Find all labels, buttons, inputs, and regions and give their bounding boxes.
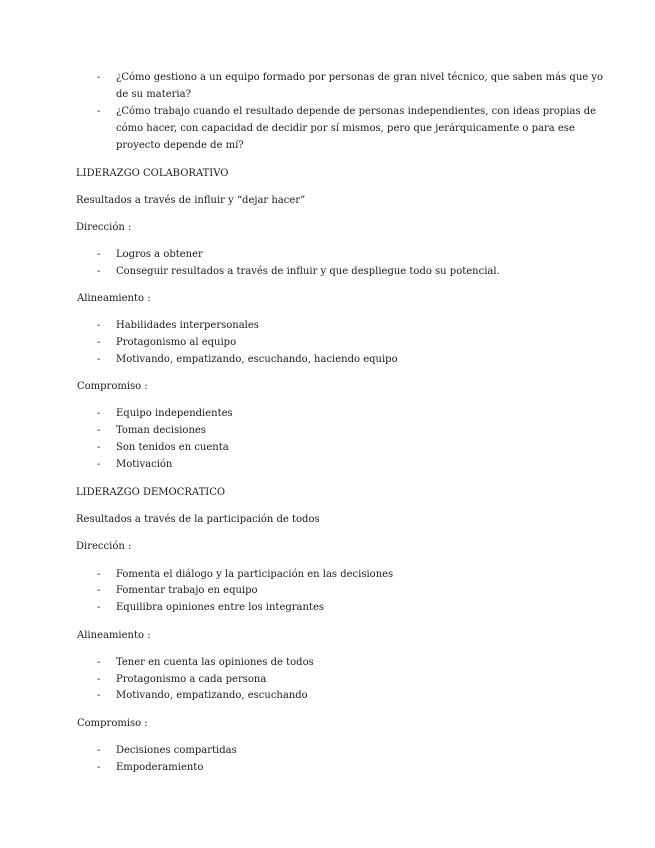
list-item: Motivación [116,459,173,470]
direccion-label-colaborativo: Dirección : [76,222,132,233]
list-item: Toman decisiones [116,425,206,436]
list-item: Empoderamiento [116,762,204,773]
section-heading-colaborativo: LIDERAZGO COLABORATIVO [76,168,229,179]
summary-democratico: Resultados a través de la participación de todos [76,514,320,525]
list-item: Equipo independientes [116,408,233,419]
bullet-marker: - [97,249,101,260]
list-item: Protagonismo al equipo [116,337,237,348]
bullet-marker: - [97,337,101,348]
bullet-marker: - [97,690,101,701]
list-item: Logros a obtener [116,249,203,260]
list-item: Son tenidos en cuenta [116,442,229,453]
alineamiento-label-democratico: Alineamiento : [77,630,151,641]
bullet-marker: - [97,602,101,613]
intro-bullet-2-line-2: cómo hacer, con capacidad de decidir por sí mismos, pero que jerárquicamente o para ese [116,123,575,134]
list-item: Motivando, empatizando, escuchando [116,690,308,701]
section-heading-democratico: LIDERAZGO DEMOCRATICO [76,487,226,498]
bullet-marker: - [97,442,101,453]
bullet-marker: - [97,657,101,668]
compromiso-label-colaborativo: Compromiso : [77,381,148,392]
list-item: Decisiones compartidas [116,745,237,756]
bullet-marker: - [97,569,101,580]
bullet-marker: - [97,674,101,685]
intro-bullet-1-line-1: ¿Cómo gestiono a un equipo formado por personas de gran nivel técnico, que saben más que yo [116,72,604,83]
list-item: Fomentar trabajo en equipo [116,585,258,596]
list-item: Protagonismo a cada persona [116,674,267,685]
bullet-marker: - [97,745,101,756]
intro-bullet-2-line-1: ¿Cómo trabajo cuando el resultado depende de personas independientes, con ideas propias de [116,106,597,117]
bullet-marker: - [97,72,101,83]
bullet-marker: - [97,459,101,470]
list-item: Equilibra opiniones entre los integrantes [116,602,325,613]
bullet-marker: - [97,585,101,596]
intro-bullet-2-line-3: proyecto depende de mí? [116,140,244,151]
bullet-marker: - [97,408,101,419]
list-item: Tener en cuenta las opiniones de todos [116,657,314,668]
bullet-marker: - [97,762,101,773]
bullet-marker: - [97,106,101,117]
bullet-marker: - [97,320,101,331]
bullet-marker: - [97,354,101,365]
list-item: Motivando, empatizando, escuchando, haciendo equipo [116,354,398,365]
bullet-marker: - [97,425,101,436]
bullet-marker: - [97,266,101,277]
alineamiento-label-colaborativo: Alineamiento : [77,293,151,304]
compromiso-label-democratico: Compromiso : [77,718,148,729]
summary-colaborativo: Resultados a través de influir y “dejar hacer” [76,195,306,206]
list-item: Conseguir resultados a través de influir y que despliegue todo su potencial. [116,266,500,277]
list-item: Habilidades interpersonales [116,320,259,331]
direccion-label-democratico: Dirección : [76,541,132,552]
list-item: Fomenta el diálogo y la participación en las decisiones [116,569,394,580]
intro-bullet-1-line-2: de su materia? [116,89,191,100]
